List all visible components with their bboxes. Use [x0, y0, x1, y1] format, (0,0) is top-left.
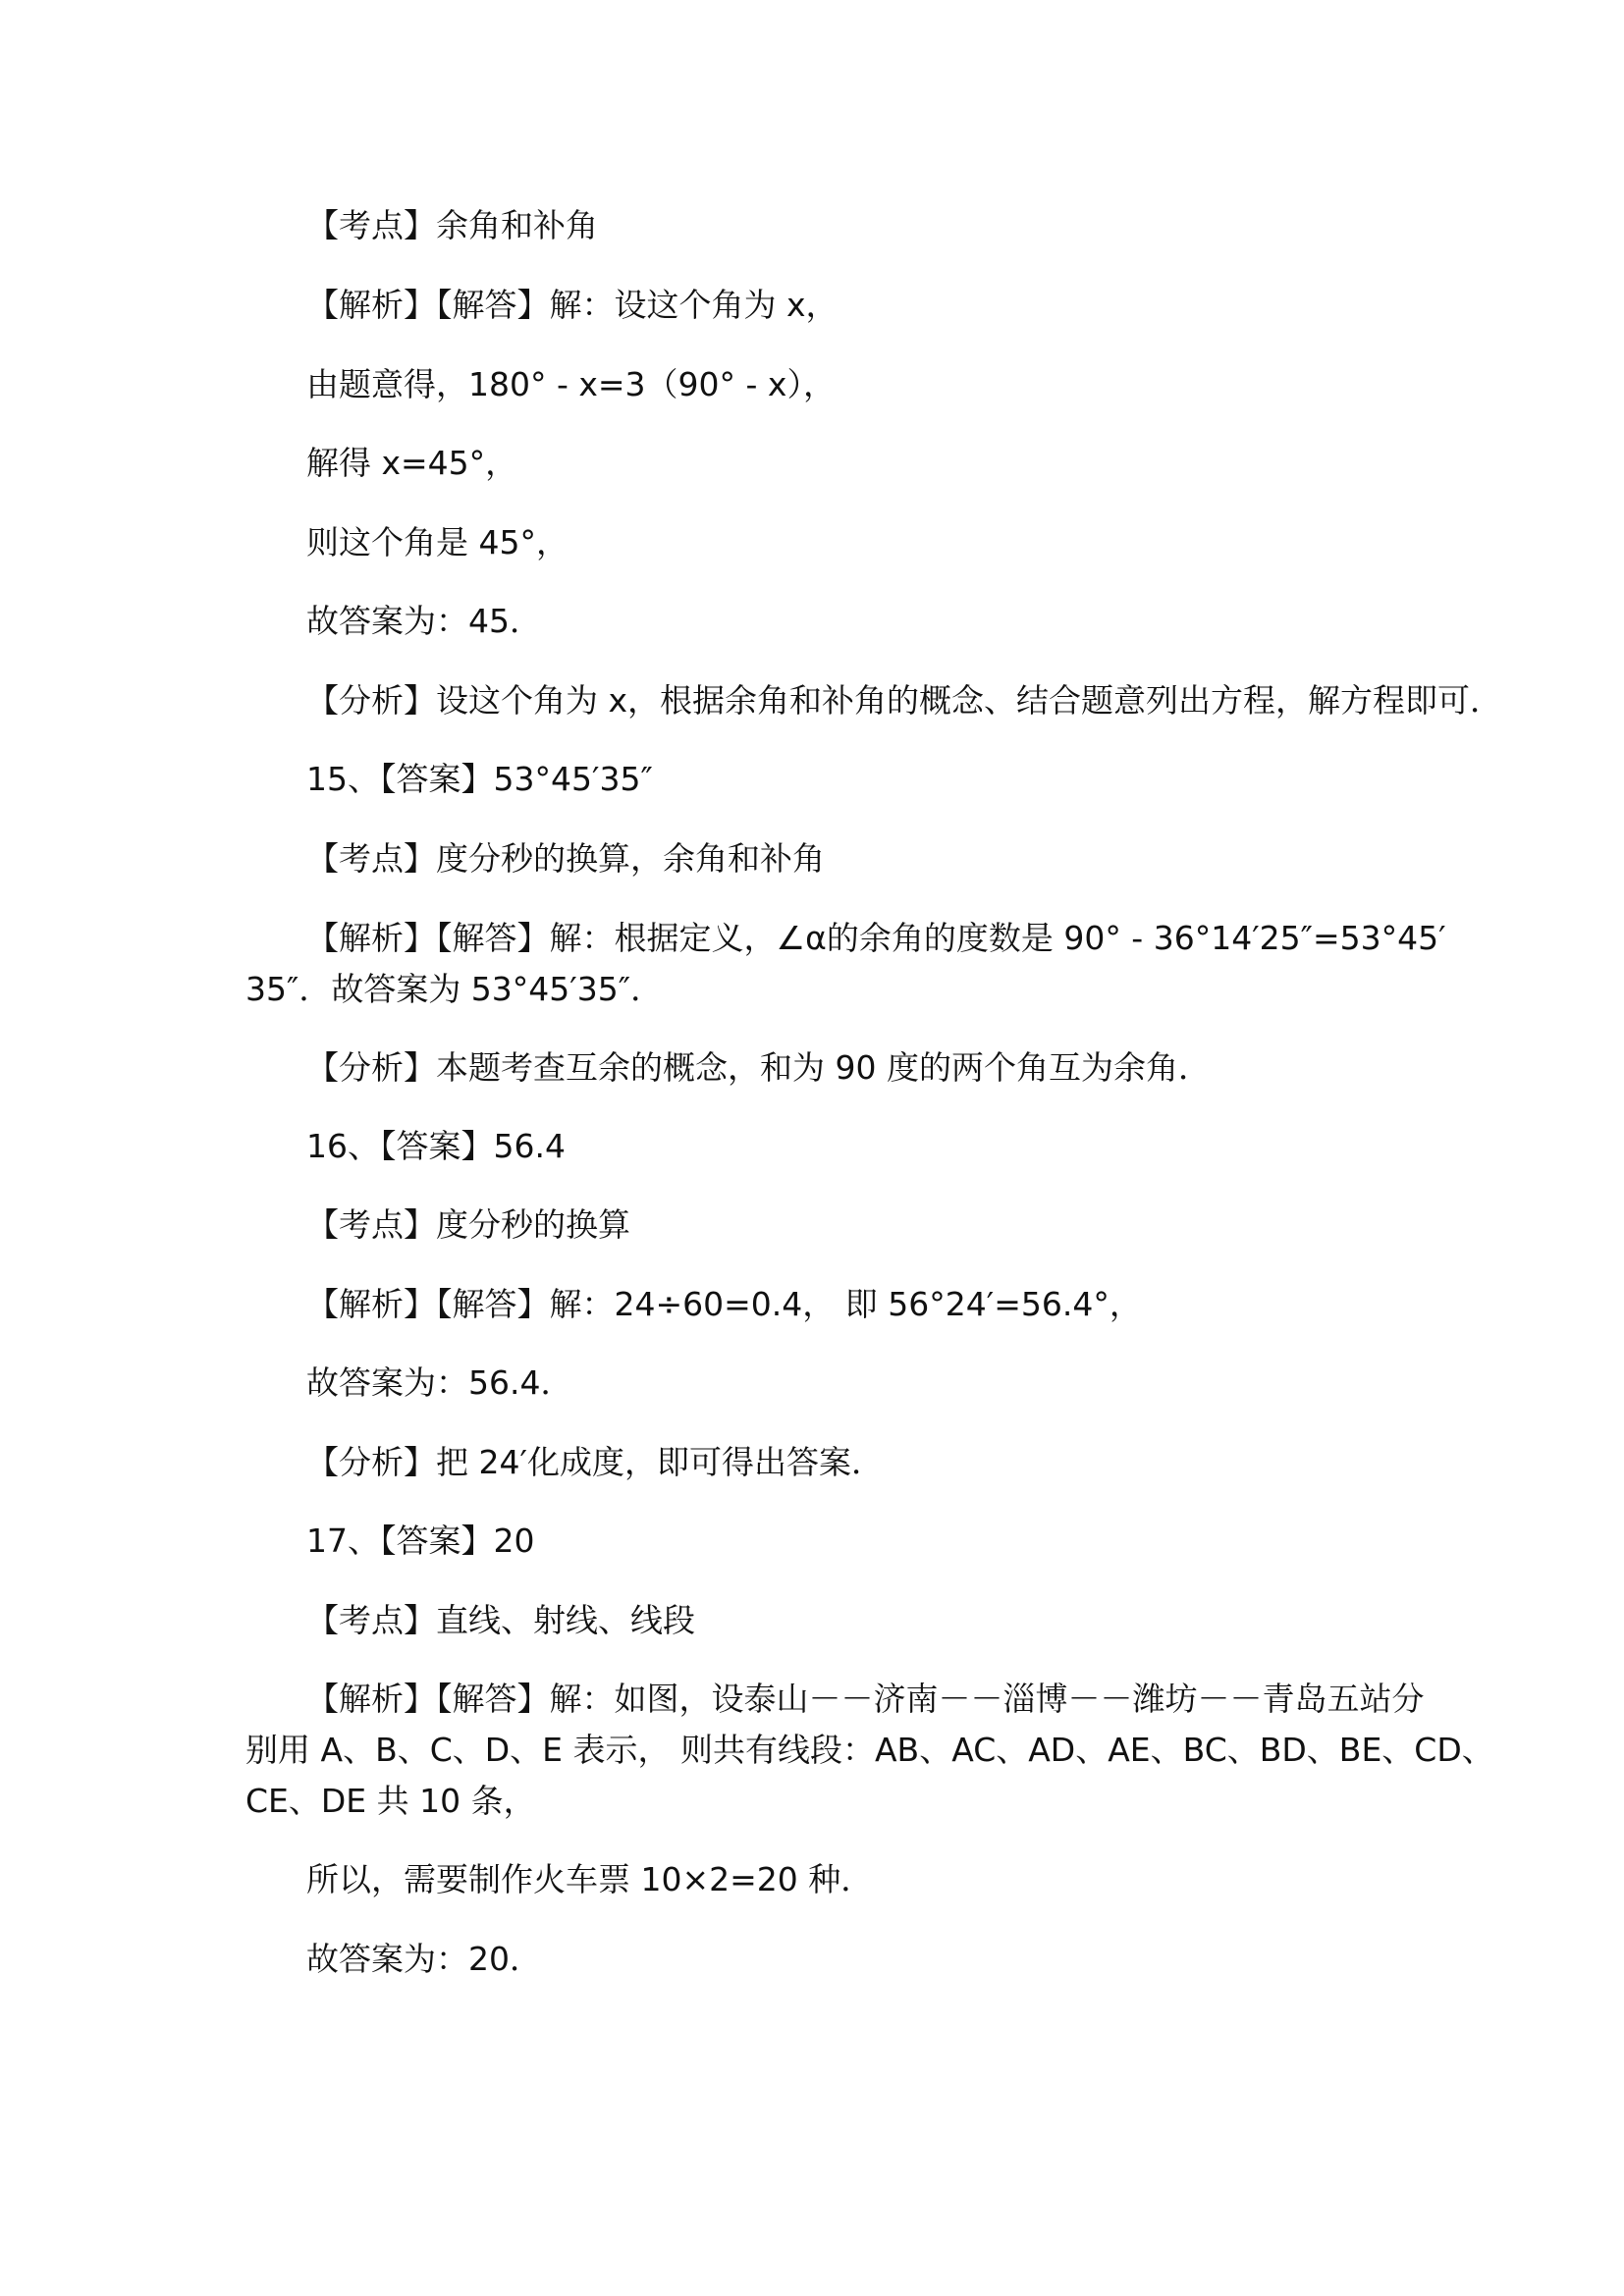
question-16-answer: 16、【答案】56.4: [306, 1127, 566, 1165]
question-17-answer: 17、【答案】20: [306, 1522, 535, 1560]
question-15-fenxi: 【分析】本题考查互余的概念，和为 90 度的两个角互为余角．: [306, 1048, 1211, 1087]
kaodian-line: 【考点】余角和补角: [306, 206, 598, 244]
question-16-fenxi: 【分析】把 24′化成度，即可得出答案．: [306, 1443, 884, 1481]
question-15-answer: 15、【答案】53°45′35″: [306, 760, 653, 798]
question-16-jiexi: 【解析】【解答】解：24÷60=0.4， 即 56°24′=56.4°，: [306, 1285, 1142, 1323]
question-17-jiexi-continued-1: 别用 A、B、C、D、E 表示， 则共有线段：AB、AC、AD、AE、BC、BD、BE、CD、: [245, 1731, 1494, 1769]
result-line: 则这个角是 45°，: [306, 523, 568, 561]
jiexi-line: 【解析】【解答】解：设这个角为 x，: [306, 286, 839, 324]
question-15-kaodian: 【考点】度分秒的换算，余角和补角: [306, 839, 825, 878]
question-16-answer-line: 故答案为：56.4．: [306, 1363, 573, 1402]
question-17-kaodian: 【考点】直线、射线、线段: [306, 1601, 695, 1639]
solution-line: 解得 x=45°，: [306, 444, 518, 482]
answer-line: 故答案为：45．: [306, 602, 542, 640]
question-17-answer-line: 故答案为：20．: [306, 1940, 542, 1978]
question-17-jiexi: 【解析】【解答】解：如图，设泰山－－济南－－淄博－－潍坊－－青岛五站分: [306, 1680, 1425, 1718]
question-15-jiexi: 【解析】【解答】解：根据定义，∠α的余角的度数是 90° - 36°14′25″=53°45′: [306, 919, 1446, 957]
question-15-jiexi-continued: 35″．故答案为 53°45′35″．: [245, 970, 664, 1008]
question-17-tickets: 所以，需要制作火车票 10×2=20 种．: [306, 1860, 874, 1898]
question-17-jiexi-continued-2: CE、DE 共 10 条，: [245, 1782, 536, 1820]
fenxi-line: 【分析】设这个角为 x，根据余角和补角的概念、结合题意列出方程，解方程即可．: [306, 681, 1503, 720]
question-16-kaodian: 【考点】度分秒的换算: [306, 1205, 630, 1244]
equation-line: 由题意得，180° - x=3（90° - x），: [306, 365, 836, 403]
